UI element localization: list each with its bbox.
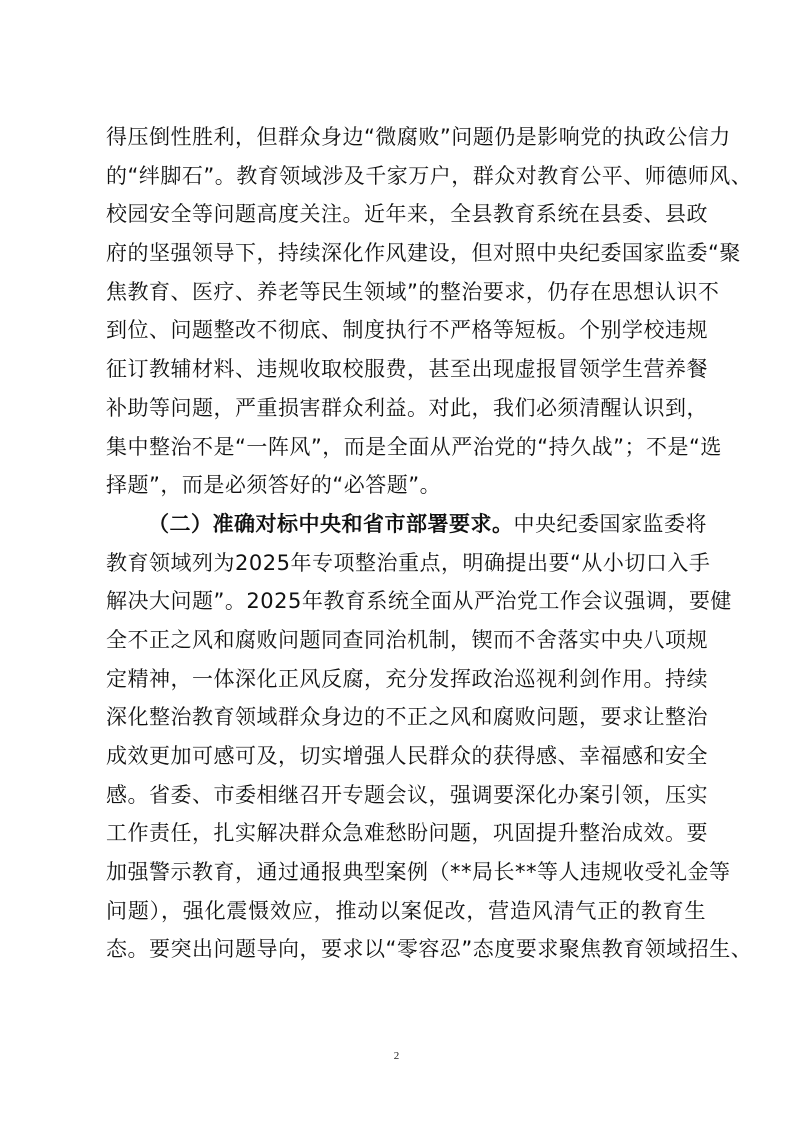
paragraph-line: 征订教辅材料、违规收取校服费，甚至出现虚报冒领学生营养餐 — [106, 357, 708, 382]
body-text — [106, 118, 753, 969]
paragraph-line: 全不正之风和腐败问题同查同治机制，锲而不舍落实中央八项规 — [106, 627, 708, 652]
paragraph-line: 到位、问题整改不彻底、制度执行不严格等短板。个别学校违规 — [106, 318, 708, 343]
paragraph-line: 得压倒性胜利，但群众身边“微腐败”问题仍是影响党的执政公信力 — [106, 125, 731, 149]
paragraph-line: 府的坚强领导下，持续深化作风建设，但对照中央纪委国家监委“聚 — [106, 241, 741, 266]
paragraph-line: 补助等问题，严重损害群众利益。对此，我们必须清醒认识到， — [106, 395, 708, 420]
paragraph-line: 感。省委、市委相继召开专题会议，强调要深化办案引领，压实 — [106, 782, 708, 807]
paragraph-line: 问题），强化震慑效应，推动以案促改，营造风清气正的教育生 — [106, 898, 706, 923]
paragraph-line: 焦教育、医疗、养老等民生领域”的整治要求，仍存在思想认识不 — [106, 279, 720, 304]
section-heading-line — [106, 505, 706, 544]
paragraph-line: 校园安全等问题高度关注。近年来，全县教育系统在县委、县政 — [106, 202, 708, 227]
paragraph-line: 择题”，而是必须答好的“必答题”。 — [106, 473, 442, 498]
paragraph-line: 工作责任，扎实解决群众急难愁盼问题，巩固提升整治成效。要 — [106, 821, 708, 846]
page-number: 2 — [393, 1050, 400, 1062]
paragraph-line: 的“绊脚石”。教育领域涉及千家万户，群众对教育公平、师德师风、 — [106, 163, 753, 188]
paragraph-line: 定精神，一体深化正风反腐，充分发挥政治巡视利剑作用。持续 — [106, 666, 708, 691]
section-heading-rest: 中央纪委国家监委将 — [513, 511, 707, 536]
section-heading: （二）准确对标中央和省市部署要求。 — [148, 511, 514, 536]
paragraph-line: 教育领域列为2025年专项整治重点，明确提出要“从小切口入手 — [106, 550, 711, 575]
paragraph-line: 成效更加可感可及，切实增强人民群众的获得感、幸福感和安全 — [106, 744, 708, 768]
paragraph-line: 解决大问题”。2025年教育系统全面从严治党工作会议强调，要健 — [106, 589, 732, 614]
paragraph-line: 态。要突出问题导向，要求以“零容忍”态度要求聚焦教育领域招生、 — [106, 937, 753, 962]
paragraph-line: 深化整治教育领域群众身边的不正之风和腐败问题，要求让整治 — [106, 705, 708, 730]
paragraph-line: 集中整治不是“一阵风”，而是全面从严治党的“持久战”；不是“选 — [106, 434, 722, 459]
paragraph-line: 加强警示教育，通过通报典型案例（**局长**等人违规收受礼金等 — [106, 860, 731, 885]
